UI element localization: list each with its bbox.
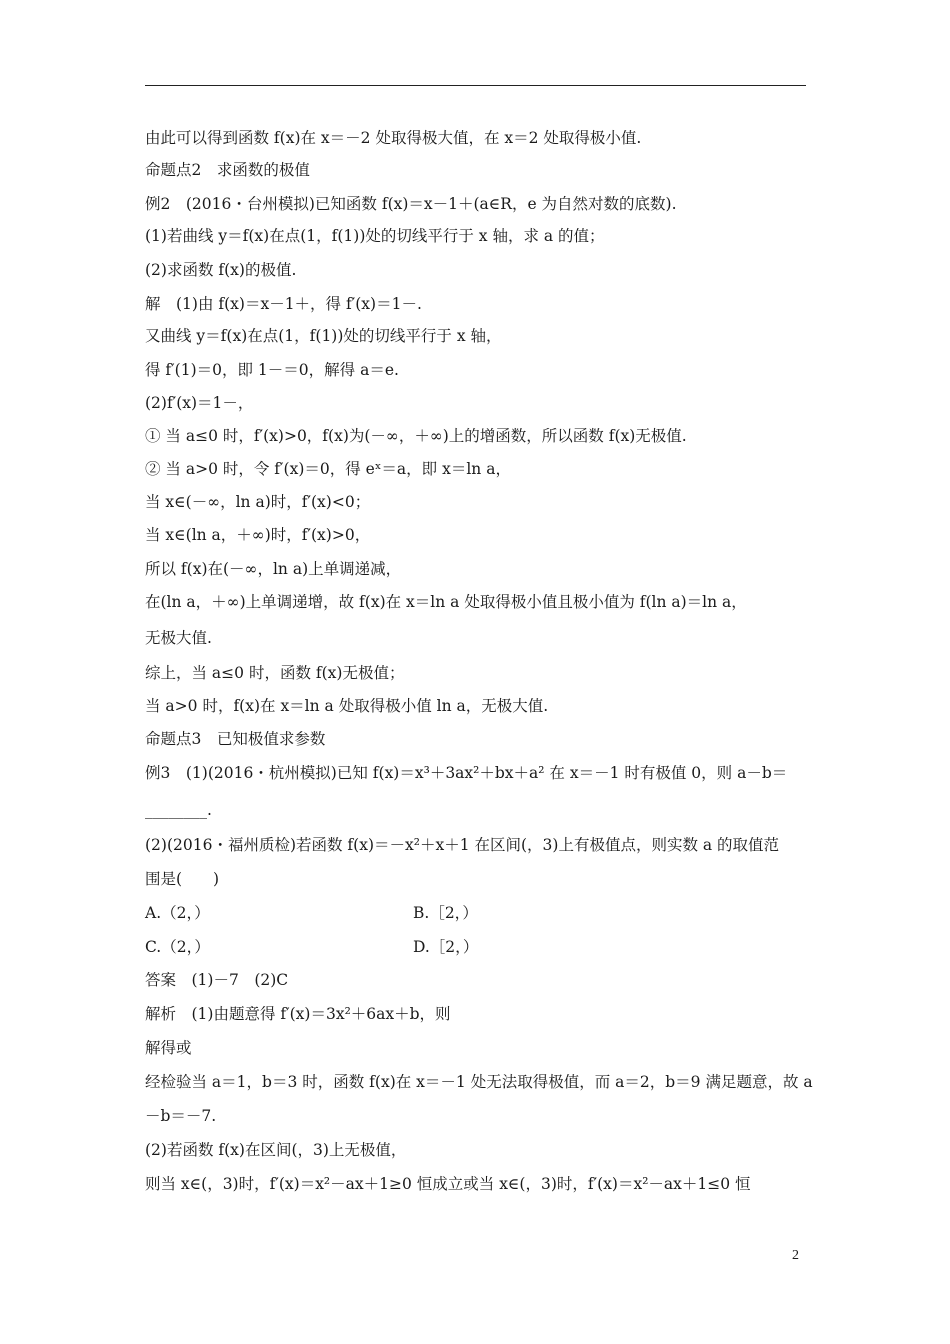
text-line: (2)(2016・福州质检)若函数 f(x)＝－x²＋x＋1 在区间(，3)上有极值点，则实数 a 的取值范 [145,836,780,854]
answer-blank: ________. [145,801,212,819]
text-line: 解 (1)由 f(x)＝x－1＋，得 f′(x)＝1－. [145,295,422,313]
text-line: ① 当 a≤0 时，f′(x)>0，f(x)为(－∞，＋∞)上的增函数，所以函数 f(x)无极值. [145,427,687,445]
text-line: 又曲线 y＝f(x)在点(1，f(1))处的切线平行于 x 轴， [145,327,502,345]
text-line: (1)若曲线 y＝f(x)在点(1，f(1))处的切线平行于 x 轴，求 a 的值； [145,227,605,245]
text-line: 在(ln a，＋∞)上单调递增，故 f(x)在 x＝ln a 处取得极小值且极小值为 f(ln a)＝ln a， [145,593,747,611]
text-line: 当 a>0 时，f(x)在 x＝ln a 处取得极小值 ln a，无极大值. [145,697,549,715]
text-line: ② 当 a>0 时，令 f′(x)＝0，得 eˣ＝a，即 x＝ln a， [145,460,511,478]
section-heading: 命题点2 求函数的极值 [145,161,310,179]
text-line: 无极大值. [145,629,212,647]
text-line: 解得或 [145,1039,192,1057]
text-line: 解析 (1)由题意得 f′(x)＝3x²＋6ax＋b，则 [145,1005,451,1023]
text-line: (2)求函数 f(x)的极值. [145,261,297,279]
text-line: 当 x∈(－∞，ln a)时，f′(x)<0； [145,493,371,511]
text-line: (2)若函数 f(x)在区间(，3)上无极值， [145,1141,407,1159]
example-title: 例2 (2016・台州模拟)已知函数 f(x)＝x－1＋(a∈R，e 为自然对数的底数). [145,195,677,213]
example-title: 例3 (1)(2016・杭州模拟)已知 f(x)＝x³＋3ax²＋bx＋a² 在 x＝－1 时有极值 0，则 a－b＝ [145,764,788,782]
text-line: 得 f′(1)＝0，即 1－＝0，解得 a＝e. [145,361,399,379]
option-a: A.（2，） [145,904,210,922]
answer-line: 答案 (1)－7 (2)C [145,971,289,989]
text-line: 围是( ) [145,870,220,888]
text-line: 当 x∈(ln a，＋∞)时，f′(x)>0， [145,526,371,544]
text-line: 经检验当 a＝1，b＝3 时，函数 f(x)在 x＝－1 处无法取得极值，而 a＝2，b＝9 满足题意，故 a [145,1073,813,1091]
page-number: 2 [792,1248,799,1263]
option-c: C.（2，） [145,938,210,956]
text-line: －b＝－7. [145,1107,217,1125]
text-line: 所以 f(x)在(－∞，ln a)上单调递减， [145,560,402,578]
text-line: 则当 x∈(，3)时，f′(x)＝x²－ax＋1≥0 恒成立或当 x∈(，3)时，f′(x)＝x²－ax＋1≤0 恒 [145,1175,751,1193]
text-line: (2)f′(x)＝1－， [145,394,254,412]
text-line: 由此可以得到函数 f(x)在 x＝－2 处取得极大值，在 x＝2 处取得极小值. [145,129,642,147]
text-line: 综上，当 a≤0 时，函数 f(x)无极值； [145,664,405,682]
option-b: B.［2，） [413,904,478,922]
header-rule [145,85,806,86]
option-d: D.［2，） [413,938,479,956]
section-heading: 命题点3 已知极值求参数 [145,730,326,748]
